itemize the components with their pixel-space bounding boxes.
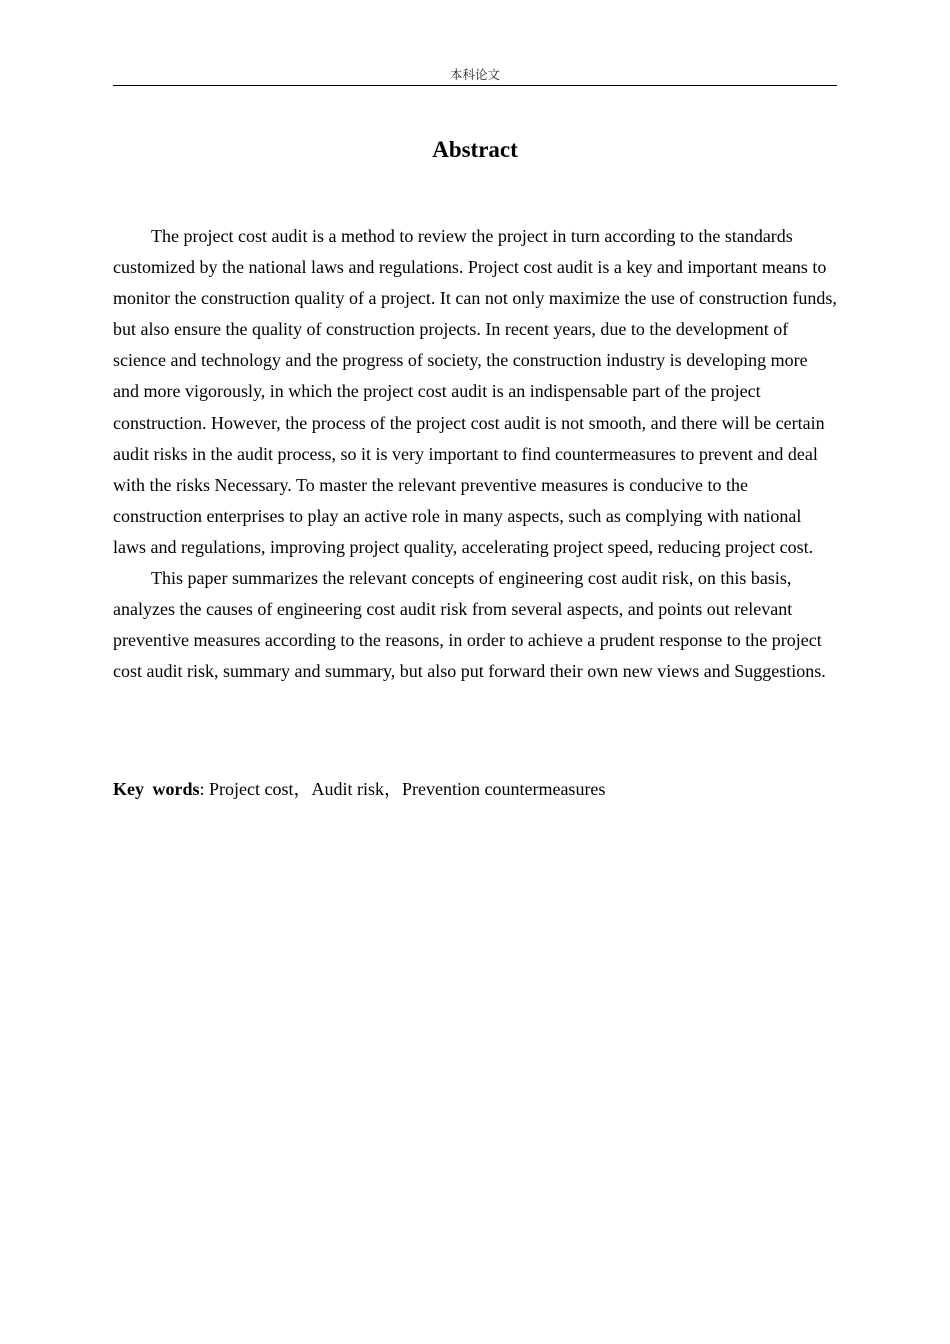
- abstract-body: [113, 221, 837, 687]
- abstract-paragraph-2: This paper summarizes the relevant concepts of engineering cost audit risk, on this basis, analyzes the causes of engineering cost audit risk from several aspects, and points out relevant preventive measures according to the reasons, in order to achieve a prudent response to the project cost audit risk, summary and summary, but also put forward their own new views and Suggestions.: [113, 568, 826, 682]
- header-rule: [113, 85, 837, 86]
- abstract-paragraph-1: The project cost audit is a method to review the project in turn according to the standards customized by the national laws and regulations. Project cost audit is a key and important means to monitor the construction quality of a project. It can not only maximize the use of construction funds, but also ensure the quality of construction projects. In recent years, due to the development of science and technology and the progress of society, the construction industry is developing more and more vigorously, in which the project cost audit is an indispensable part of the project construction. However, the process of the project cost audit is not smooth, and there will be certain audit risks in the audit process, so it is very important to find countermeasures to prevent and deal with the risks Necessary. To master the relevant preventive measures is conducive to the construction enterprises to play an active role in many aspects, such as complying with national laws and regulations, improving project quality, accelerating project speed, reducing project cost.: [113, 226, 837, 557]
- running-header: 本科论文: [449, 67, 500, 82]
- keywords-line: [113, 774, 837, 805]
- keywords-text: Project cost，Audit risk，Prevention countermeasures: [204, 779, 606, 799]
- keywords-label: Key words: [113, 779, 200, 799]
- keywords-separator: :: [199, 779, 205, 799]
- abstract-title: Abstract: [432, 137, 518, 162]
